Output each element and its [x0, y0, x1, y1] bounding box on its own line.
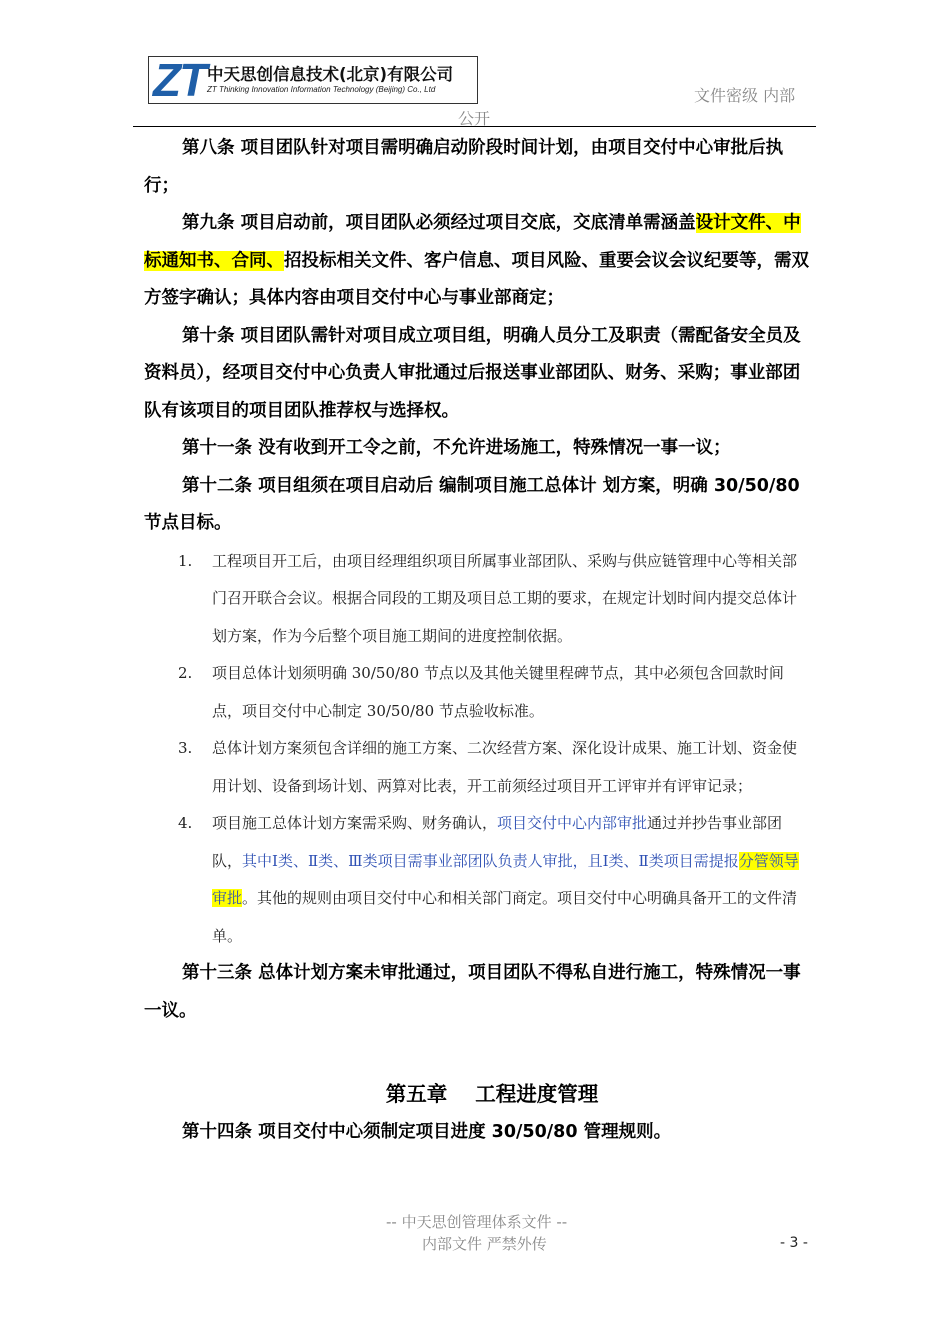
footer-system-label: -- 中天思创管理体系文件 --: [386, 1213, 568, 1231]
article-9: [144, 205, 810, 318]
list-item: [144, 730, 810, 805]
article-12-items: [144, 543, 810, 956]
chapter-heading: [144, 1074, 810, 1114]
article-8: 第八条 项目团队针对项目需明确启动阶段时间计划，由项目交付中心审批后执行；: [144, 138, 784, 196]
article-14: 第十四条 项目交付中心须制定项目进度 30/50/80 管理规则。: [182, 1122, 672, 1142]
list-item-text-3: 。其他的规则由项目交付中心和相关部门商定。项目交付中心明确具备开工的文件清单。: [212, 889, 798, 945]
list-item-number: 3.: [178, 739, 193, 757]
list-item-number: 4.: [178, 814, 193, 832]
list-item: [144, 655, 810, 730]
list-item-text-1: 项目施工总体计划方案需采购、财务确认，: [212, 814, 498, 832]
page-number: - 3 -: [780, 1235, 808, 1251]
chapter-number: 第五章: [385, 1082, 448, 1106]
article-13: 第十三条 总体计划方案未审批通过，项目团队不得私自进行施工，特殊情况一事一议。: [144, 963, 801, 1021]
list-item-number: 1.: [178, 551, 193, 570]
article-9-highlight: 设计文件、中标通知书、合同、: [144, 213, 801, 271]
list-item-blue-2: 其中Ⅰ类、Ⅱ类、Ⅲ类项目需事业部团队负责人审批，且Ⅰ类、Ⅱ类项目需提报: [242, 851, 739, 870]
article-9-text-end: 招投标相关文件、客户信息、项目风险、重要会议会议纪要等，需双方签字确认；具体内容由项目交付中心与事业部商定；: [144, 250, 809, 308]
secret-level-value: 公开: [458, 109, 491, 128]
footer-confidential-label: 内部文件 严禁外传: [422, 1235, 547, 1253]
article-9-text-start: 第九条 项目启动前，项目团队必须经过项目交底，交底清单需涵盖: [182, 213, 696, 233]
list-item-blue-1: 项目交付中心内部审批: [497, 814, 648, 832]
company-name-en: ZT Thinking Innovation Information Technology (Beijing) Co., Ltd: [207, 85, 436, 94]
list-item-text: 总体计划方案须包含详细的施工方案、二次经营方案、深化设计成果、施工计划、资金使用计划、设备到场计划、两算对比表，开工前须经过项目开工评审并有评审记录；: [212, 739, 798, 795]
article-12: 第十二条 项目组须在项目启动后 编制项目施工总体计 划方案，明确 30/50/80 节点目标。: [144, 475, 800, 533]
document-body: [144, 130, 810, 1152]
secret-level-label: 文件密级 内部: [694, 86, 796, 105]
company-name-cn: 中天思创信息技术(北京)有限公司: [207, 65, 454, 84]
chapter-spacer: [144, 1030, 810, 1074]
list-item-text-2: 通过并抄告事业部团队，: [212, 814, 783, 870]
list-item-number: 2.: [178, 664, 193, 682]
article-11: 第十一条 没有收到开工令之前，不允许进场施工，特殊情况一事一议；: [182, 438, 731, 458]
list-item-text: 工程项目开工后，由项目经理组织项目所属事业部团队、采购与供应链管理中心等相关部门召开联合会议。根据合同段的工期及项目总工期的要求，在规定计划时间内提交总体计划方案，作为今后整个项目施工期间的进度控制依据。: [212, 551, 798, 645]
article-10: 第十条 项目团队需针对项目成立项目组，明确人员分工及职责（需配备安全员及资料员），经项目交付中心负责人审批通过后报送事业部团队、财务、采购；事业部团队有该项目的项目团队推荐权与选择权。: [144, 325, 801, 421]
list-item-highlight: 分管领导审批: [212, 851, 799, 907]
list-item-text: 项目总体计划须明确 30/50/80 节点以及其他关键里程碑节点，其中必须包含回款时间点，项目交付中心制定 30/50/80 节点验收标准。: [212, 664, 784, 720]
header-divider: [133, 126, 816, 127]
list-item: [144, 543, 810, 656]
chapter-title: 工程进度管理: [475, 1082, 599, 1106]
list-item: [144, 805, 810, 955]
company-logo: [148, 56, 478, 104]
logo-mark: ZT: [153, 54, 206, 106]
